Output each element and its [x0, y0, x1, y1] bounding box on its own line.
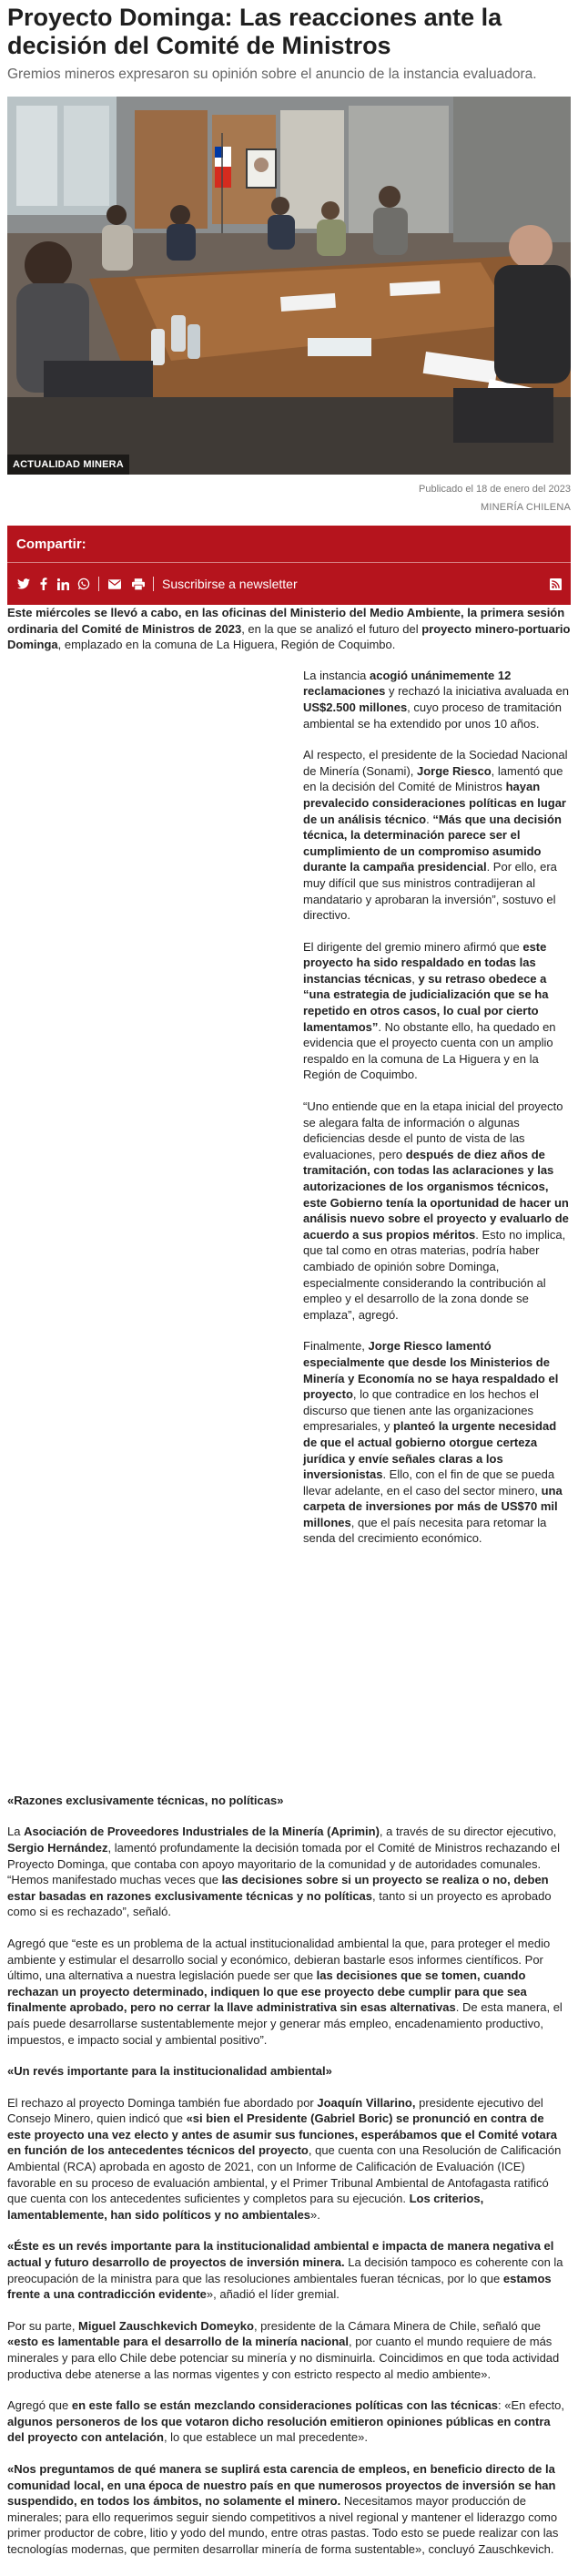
bold-text-run: Joaquín Villarino, — [317, 2095, 416, 2110]
share-separator — [153, 577, 154, 591]
bold-text-run: acogió unánimemente 12 reclamaciones — [303, 668, 512, 699]
hero-photo — [7, 97, 571, 475]
bold-text-run: una carpeta de inversiones por más de US$70 mil millones — [303, 1483, 563, 1529]
bold-text-run: Los criterios, lamentablemente, han sido políticos y no ambientales — [7, 2192, 484, 2222]
bold-text-run: en este fallo se están mezclando consideraciones políticas con las técnicas — [71, 2398, 499, 2413]
article-subtitle: Gremios mineros expresaron su opinión sobre el anuncio de la instancia evaluadora. — [7, 66, 537, 82]
article-body — [7, 605, 571, 2558]
text-run: . Esto no implica, que tal como en otras materias, podría haber cambiado de opinión sobre Dominga, especialmente considerando la contribución al empleo y el desarrollo de la zona donde se emplaza”, agregó. — [303, 1227, 566, 1322]
source-name: MINERÍA CHILENA — [481, 502, 571, 513]
text-run: Necesitamos mayor producción de minerales; para ello requerimos seguir siendo competitivos a nivel regional y mantener el liderazgo como primer productor de cobre, litio y yodo del mundo, entre otras pastas. Todo esto se puede realizar con las tecnologías modernas, que permiten desarrollar minería de forma sustentable», concluyó Zauschkevich. — [7, 2494, 559, 2556]
text-run: Agregó que “este es un problema de la actual institucionalidad ambiental la que, para proteger el medio ambiente y estimular el desarrollo social y económico, debieran bastarle esos informes científicos. Por último, una alternativa a nuestra legislación puede ser que — [7, 1936, 551, 1983]
bold-text-run: algunos personeros de los que votaron dicho resolución emitieron opiniones públicas en contra del proyecto con antelación — [7, 2414, 551, 2445]
facebook-icon[interactable] — [36, 576, 50, 592]
photo-category-label: ACTUALIDAD MINERA — [7, 455, 129, 475]
ad-placeholder-space — [7, 668, 303, 1793]
bold-text-run: y su retraso obedece a “una estrategia de judicialización que se ha repetido en otros casos, lo cual por cierto lamentamos” — [303, 971, 549, 1034]
bold-text-run: planteó la urgente necesidad de que el actual gobierno otorgue certeza jurídica y envíe señales claras a los inversionistas — [303, 1419, 557, 1482]
bold-text-run: las decisiones que se tomen, cuando rechazan un proyecto determinado, indiquen lo que ese proyecto debe cumplir para que sea finalmente aprobado, pero no cerrar la llave administrativa sin esas alternativas — [7, 1968, 527, 2015]
paragraph — [7, 2461, 571, 2558]
text-run: El rechazo al proyecto Dominga también fue abordado por — [7, 2095, 318, 2110]
email-icon[interactable] — [107, 576, 121, 592]
bold-text-run: después de diez años de tramitación, con todas las aclaraciones y las autorizaciones de los organismos técnicos, este Gobierno tenía la oportunidad de hacer un análisis nuevo sobre el proyecto y evaluarlo de acuerdo a sus propios méritos — [303, 1147, 569, 1242]
article-title: Proyecto Dominga: Las reacciones ante la decisión del Comité de Ministros — [7, 4, 502, 59]
share-bar — [7, 526, 571, 605]
bold-text-run: “Más que una decisión técnica, la determinación parece ser el cumplimiento de un compromiso asumido durante la campaña presidencial — [303, 812, 562, 874]
article-continuation — [7, 1793, 571, 2558]
text-run: Por su parte, — [7, 2318, 79, 2333]
text-run: El dirigente del gremio minero afirmó que — [303, 939, 523, 954]
bold-text-run: «Un revés importante para la institucionalidad ambiental» — [7, 2064, 332, 2079]
text-run: : «En efecto, — [498, 2398, 565, 2413]
text-run: presidente ejecutivo del Consejo Minero, quien indicó que — [7, 2095, 543, 2126]
text-run: , cuyo proceso de tramitación ambiental se ha extendido por unos 10 años. — [303, 700, 562, 731]
text-run: , por cuanto el mundo requiere de más minerales y para ello Chile debe potenciar su minería y no disminuirla. Coincidimos en que toda actividad productiva debe atenerse a las normas vigentes y con estricto respecto al medio ambiente». — [7, 2335, 560, 2381]
twitter-icon[interactable] — [16, 576, 30, 592]
bold-text-run: US$2.500 millones — [303, 700, 408, 714]
paragraph — [7, 2095, 571, 2223]
section-heading — [7, 1793, 571, 1809]
bold-text-run: «Nos preguntamos de qué manera se suplirá esta carencia de empleos, en beneficio directo de la comunidad local, en una época de nuestro país en que numerosos proyectos de inversión se han suspendido, en todos los ámbitos, no solamente el minero. — [7, 2461, 556, 2509]
text-run: , que cuenta con una Resolución de Calificación Ambiental (RCA) aprobada en agosto de 2021, con un Informe de Calificación de Evaluación (ICE) favorable en su proceso de evaluación ambiental, y el Primer Tribunal Ambiental de Antofagasta ratificó que cuenta con los antecedentes suficientes y completos para su ejecución. — [7, 2143, 562, 2206]
text-run: , lamentó profundamente la decisión tomada por el Comité de Ministros rechazando el Proyecto Dominga, que contaba con apoyo mayoritario de la comunidad y de autoridades comunales. “Hemos manifestado muchas veces que — [7, 1840, 560, 1887]
bold-text-run: «Éste es un revés importante para la institucionalidad ambiental e impacta de manera negativa el actual y futuro desarrollo de proyectos de inversión minera. — [7, 2239, 554, 2270]
section-heading — [7, 2063, 571, 2080]
text-run: , en la que se analizó el futuro del — [241, 621, 422, 636]
text-run: », añadió el líder gremial. — [206, 2287, 340, 2302]
linkedin-icon[interactable] — [56, 576, 70, 592]
whatsapp-icon[interactable] — [76, 576, 90, 592]
text-run: . Por ello, era muy difícil que sus ministros contradijeran al mandatario y aprobaran la inversión”, sostuvo el directivo. — [303, 860, 557, 923]
text-run: Agregó que — [7, 2398, 72, 2413]
newsletter-subscribe-link[interactable]: Suscribirse a newsletter — [162, 577, 298, 591]
paragraph — [7, 605, 571, 653]
text-run: , a través de su director ejecutivo, — [379, 1825, 557, 1839]
bold-text-run: estamos frente a una contradicción evidente — [7, 2271, 552, 2302]
bold-text-run: proyecto minero-portuario Dominga — [7, 621, 571, 652]
text-run: , que el país necesita para retomar la senda del crecimiento económico. — [303, 1515, 547, 1546]
share-divider — [7, 562, 571, 563]
bold-text-run: Asociación de Proveedores Industriales de la Minería (Aprimin) — [24, 1825, 380, 1839]
bold-text-run: este proyecto ha sido respaldado en todas las instancias técnicas — [303, 939, 547, 986]
bold-text-run: Miguel Zauschkevich Domeyko — [78, 2318, 254, 2333]
rss-icon[interactable] — [550, 578, 562, 590]
text-run: . No obstante ello, ha quedado en evidencia que el proyecto cuenta con un amplio respaldo en la comuna de La Higuera y en la Región de Coquimbo. — [303, 1019, 556, 1082]
article-meta — [7, 483, 571, 515]
text-run: . — [426, 812, 433, 826]
article-flow — [7, 668, 571, 1793]
paragraph — [7, 1936, 571, 2048]
text-run: La — [7, 1825, 25, 1839]
text-run: “Uno entiende que en la etapa inicial del proyecto se alegara falta de información o algunas deficiencias desde el punto de vista de las evaluaciones, pero — [303, 1099, 563, 1161]
text-run: , emplazado en la comuna de La Higuera, Región de Coquimbo. — [57, 638, 396, 652]
share-title: Compartir: — [16, 537, 86, 552]
text-run: Al respecto, el presidente de la Sociedad Nacional de Minería (Sonami), — [303, 748, 568, 778]
text-run: , lo que contradice en los hechos el discurso que tienen ante las organizaciones empresariales, y — [303, 1387, 539, 1434]
text-run: , — [411, 971, 419, 986]
bold-text-run: Jorge Riesco — [417, 763, 492, 778]
text-run: , presidente de la Cámara Minera de Chile, señaló que — [253, 2318, 542, 2333]
text-run: La decisión tampoco es coherente con la preocupación de la ministra para que las resoluciones ambientales fueran técnicas, por lo que — [7, 2255, 563, 2285]
paragraph — [7, 1824, 571, 1920]
text-run: , tanto si un proyecto es aprobado como si es rechazado”, señaló. — [7, 1888, 552, 1919]
print-icon[interactable] — [131, 576, 145, 592]
text-run: , lo que establece un mal precedente». — [163, 2430, 368, 2445]
share-separator — [98, 577, 99, 591]
text-run: , lamentó que en la decisión del Comité de Ministros — [303, 763, 563, 794]
text-run: . Ello, con el fin de que se pueda llevar adelante, en el caso del sector minero, — [303, 1467, 555, 1498]
bold-text-run: Jorge Riesco lamentó especialmente que desde los Ministerios de Minería y Economía no se haya respaldado el proyecto — [303, 1339, 559, 1402]
bold-text-run: la primera sesión ordinaria del Comité de Ministros de 2023 — [7, 606, 565, 636]
bold-text-run: «Razones exclusivamente técnicas, no políticas» — [7, 1793, 284, 1807]
paragraph — [7, 2238, 571, 2302]
bold-text-run: Sergio Hernández — [7, 1840, 108, 1855]
bold-text-run: hayan prevalecido consideraciones políticas en lugar de un análisis técnico — [303, 780, 566, 826]
paragraph — [7, 2397, 571, 2446]
share-actions — [16, 574, 562, 594]
text-run: y rechazó la iniciativa avaluada en — [385, 684, 569, 699]
text-run: Finalmente, — [303, 1339, 369, 1354]
bold-text-run: Este miércoles se llevó a cabo, en las oficinas del Ministerio del Medio Ambiente, — [7, 606, 468, 619]
meeting-photo-illustration — [7, 97, 571, 475]
bold-text-run: «si bien el Presidente (Gabriel Boric) se pronunció en contra de este proyecto una vez electo y antes de asumir sus funciones, esperábamos que el Comité votara en función de los antecedentes técnicos del proyecto — [7, 2111, 557, 2158]
bold-text-run: «esto es lamentable para el desarrollo de la minería nacional — [7, 2335, 349, 2349]
bold-text-run: las decisiones sobre si un proyecto se realiza o no, deben estar basadas en razones exclusivamente técnicas y no políticas — [7, 1873, 549, 1903]
text-run: La instancia — [303, 668, 370, 682]
paragraph — [7, 2318, 571, 2382]
publish-date: Publicado el 18 de enero del 2023 — [419, 484, 571, 495]
text-run: ». — [310, 2207, 320, 2222]
text-run: . De esta manera, el país puede desarrollarse sustentablemente mejor y generar más empleo, encadenamiento productivo, impuestos, e impacto social y ambiental positivo”. — [7, 2000, 563, 2047]
